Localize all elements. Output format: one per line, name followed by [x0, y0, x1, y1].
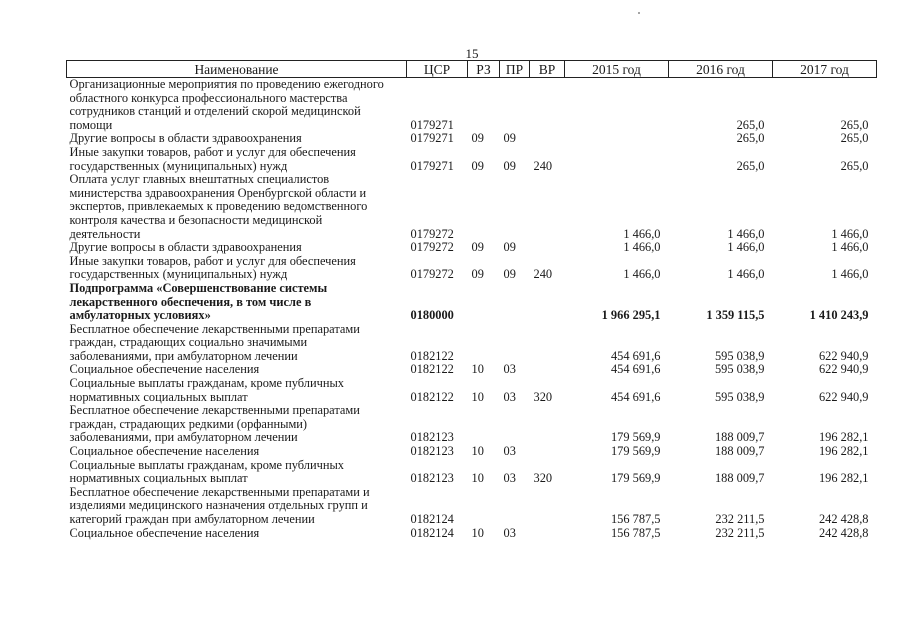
cell-y2015: 454 691,6	[610, 348, 661, 363]
cell-rz: 09	[471, 267, 484, 282]
cell-csr: 0182124	[410, 525, 454, 540]
cell-rz	[468, 173, 500, 241]
cell-rz: 09	[471, 131, 484, 146]
cell-y2015: 1 966 295,1	[601, 308, 661, 323]
cell-pr: 03	[503, 525, 516, 540]
cell-rz: 09	[471, 240, 484, 255]
cell-y2016: 1 359 115,5	[706, 308, 765, 323]
cell-csr: 0179272	[410, 240, 454, 255]
cell-rz	[468, 404, 500, 445]
cell-csr: 0179271	[410, 117, 454, 132]
cell-y2015: 454 691,6	[610, 389, 661, 404]
cell-csr: 0182124	[410, 512, 454, 526]
cell-vr: 320	[533, 389, 553, 404]
cell-y2017: 1 466,0	[831, 240, 869, 255]
cell-y2016: 188 009,7	[714, 444, 765, 459]
scan-speck	[638, 12, 640, 14]
cell-vr	[530, 173, 565, 241]
cell-pr	[500, 78, 530, 133]
table-header	[67, 61, 877, 78]
cell-csr: 0182122	[410, 348, 454, 363]
table-row	[67, 404, 877, 445]
cell-csr: 0179272	[410, 267, 454, 282]
cell-pr: 09	[503, 240, 516, 255]
cell-y2015: 156 787,5	[610, 512, 661, 526]
cell-y2016: 188 009,7	[714, 430, 765, 445]
cell-y2017: 196 282,1	[818, 444, 869, 459]
cell-y2016: 188 009,7	[714, 471, 765, 486]
cell-name: Оплата услуг главных внештатных специалистов министерства здравоохранения Оренбургской области и экспертов, привлекаемых к проведению ведомственного контроля качества и безопасности медицинской деятельности	[69, 172, 368, 241]
cell-vr	[530, 404, 565, 445]
cell-name: Бесплатное обеспечение лекарственными препаратами граждан, страдающих редкими (орфанными) заболеваниями, при амбулаторном лечении	[69, 403, 360, 445]
cell-y2017: 622 940,9	[818, 362, 869, 377]
cell-name: Социальное обеспечение населения	[69, 444, 260, 459]
cell-csr: 0182122	[410, 362, 454, 377]
cell-pr	[500, 173, 530, 241]
cell-rz: 10	[471, 471, 484, 486]
table-row	[67, 377, 877, 404]
cell-y2016: 1 466,0	[727, 226, 765, 241]
cell-name: Иные закупки товаров, работ и услуг для обеспечения государственных (муниципальных) нужд	[69, 253, 356, 282]
cell-y2017: 242 428,8	[818, 512, 869, 526]
cell-name: Социальные выплаты гражданам, кроме публичных нормативных социальных выплат	[69, 376, 344, 404]
cell-pr: 03	[503, 471, 516, 486]
cell-vr	[530, 527, 565, 541]
cell-pr: 09	[503, 131, 516, 146]
table-row	[67, 445, 877, 459]
cell-pr	[500, 404, 530, 445]
cell-rz	[468, 282, 500, 323]
table-row	[67, 132, 877, 146]
cell-y2016: 595 038,9	[714, 348, 765, 363]
cell-vr	[530, 486, 565, 527]
cell-csr: 0182123	[410, 471, 454, 486]
cell-vr: 240	[533, 158, 553, 173]
cell-y2015: 179 569,9	[610, 471, 661, 486]
cell-y2017: 622 940,9	[818, 348, 869, 363]
cell-pr: 03	[503, 389, 516, 404]
page-number: 15	[465, 46, 479, 61]
cell-vr	[530, 78, 565, 133]
cell-y2016: 1 466,0	[727, 240, 765, 255]
table-row	[67, 363, 877, 377]
cell-y2015: 156 787,5	[610, 525, 661, 540]
cell-y2016: 232 211,5	[715, 525, 765, 540]
table-row	[67, 459, 877, 486]
cell-y2015	[565, 146, 669, 173]
cell-y2015: 1 466,0	[623, 240, 661, 255]
budget-table	[66, 60, 877, 540]
cell-pr: 03	[503, 362, 516, 377]
cell-y2017: 265,0	[840, 158, 869, 173]
cell-y2017: 1 466,0	[831, 267, 869, 282]
cell-y2016: 595 038,9	[714, 389, 765, 404]
cell-y2017: 196 282,1	[818, 430, 869, 445]
cell-rz: 09	[471, 158, 484, 173]
cell-y2015: 1 466,0	[623, 267, 661, 282]
cell-name: Иные закупки товаров, работ и услуг для обеспечения государственных (муниципальных) нужд	[69, 144, 356, 173]
table-row	[67, 486, 877, 527]
cell-pr: 09	[503, 267, 516, 282]
cell-name: Бесплатное обеспечение лекарственными препаратами граждан, страдающих социально значимыми заболеваниями, при амбулаторном лечении	[69, 321, 360, 363]
cell-pr	[500, 486, 530, 527]
cell-csr: 0180000	[410, 308, 454, 323]
header-vr: ВР	[530, 61, 565, 78]
cell-y2017: 1 466,0	[831, 226, 869, 241]
cell-rz	[468, 323, 500, 364]
cell-vr	[530, 323, 565, 364]
cell-y2017: 265,0	[840, 131, 869, 146]
cell-vr	[530, 241, 565, 255]
cell-y2017: 265,0	[840, 117, 869, 132]
cell-vr	[530, 363, 565, 377]
cell-csr: 0182122	[410, 389, 454, 404]
cell-vr: 320	[533, 471, 553, 486]
cell-vr	[530, 445, 565, 459]
header-2015: 2015 год	[565, 61, 669, 78]
cell-vr	[530, 132, 565, 146]
table-row	[67, 323, 877, 364]
cell-rz: 10	[471, 525, 484, 540]
cell-name: Бесплатное обеспечение лекарственными препаратами и изделиями медицинского назначения отдельных групп и категорий граждан при амбулаторном лечении	[69, 484, 370, 526]
cell-y2015: 179 569,9	[610, 444, 661, 459]
table-row	[67, 527, 877, 541]
cell-name: Организационные мероприятия по проведению ежегодного областного конкурса профессионального мастерства сотрудников станций и отделений скорой медицинской помощи	[69, 77, 384, 132]
cell-rz	[468, 486, 500, 527]
cell-csr: 0182123	[410, 430, 454, 445]
cell-pr	[500, 282, 530, 323]
cell-y2015: 179 569,9	[610, 430, 661, 445]
table-row	[67, 78, 877, 133]
cell-name: Социальное обеспечение населения	[69, 362, 260, 377]
cell-y2016: 232 211,5	[715, 512, 765, 526]
table-row	[67, 282, 877, 323]
cell-pr: 09	[503, 158, 516, 173]
table-row	[67, 241, 877, 255]
table-row	[67, 146, 877, 173]
cell-y2015: 454 691,6	[610, 362, 661, 377]
cell-csr: 0179271	[410, 131, 454, 146]
cell-y2017: 196 282,1	[818, 471, 869, 486]
table-body	[67, 78, 877, 541]
cell-y2016: 1 466,0	[727, 267, 765, 282]
cell-name: Социальное обеспечение населения	[69, 525, 260, 540]
cell-csr: 0179271	[410, 158, 454, 173]
cell-vr	[530, 282, 565, 323]
cell-y2017: 622 940,9	[818, 389, 869, 404]
cell-name: Социальные выплаты гражданам, кроме публичных нормативных социальных выплат	[69, 457, 344, 486]
cell-y2015	[565, 78, 669, 133]
cell-rz: 10	[471, 389, 484, 404]
cell-pr	[500, 323, 530, 364]
header-csr: ЦСР	[407, 61, 468, 78]
cell-y2017: 242 428,8	[818, 525, 869, 540]
cell-rz: 10	[471, 444, 484, 459]
cell-y2016: 265,0	[736, 117, 765, 132]
header-2017: 2017 год	[773, 61, 877, 78]
cell-y2016: 265,0	[736, 131, 765, 146]
cell-y2015	[565, 132, 669, 146]
header-pr: ПР	[500, 61, 530, 78]
cell-name: Подпрограмма «Совершенствование системы лекарственного обеспечения, в том числе в амбулаторных условиях»	[69, 280, 328, 323]
header-2016: 2016 год	[669, 61, 773, 78]
cell-rz: 10	[471, 362, 484, 377]
cell-y2017: 1 410 243,9	[809, 308, 869, 323]
cell-pr: 03	[503, 444, 516, 459]
cell-csr: 0182123	[410, 444, 454, 459]
cell-csr: 0179272	[410, 226, 454, 241]
cell-y2015: 1 466,0	[623, 226, 661, 241]
table-row	[67, 173, 877, 241]
cell-y2016: 265,0	[736, 158, 765, 173]
cell-name: Другие вопросы в области здравоохранения	[69, 240, 302, 255]
cell-y2016: 595 038,9	[714, 362, 765, 377]
table-row	[67, 255, 877, 282]
cell-rz	[468, 78, 500, 133]
cell-vr: 240	[533, 267, 553, 282]
header-name: Наименование	[67, 61, 407, 78]
cell-name: Другие вопросы в области здравоохранения	[69, 131, 302, 146]
header-rz: РЗ	[468, 61, 500, 78]
